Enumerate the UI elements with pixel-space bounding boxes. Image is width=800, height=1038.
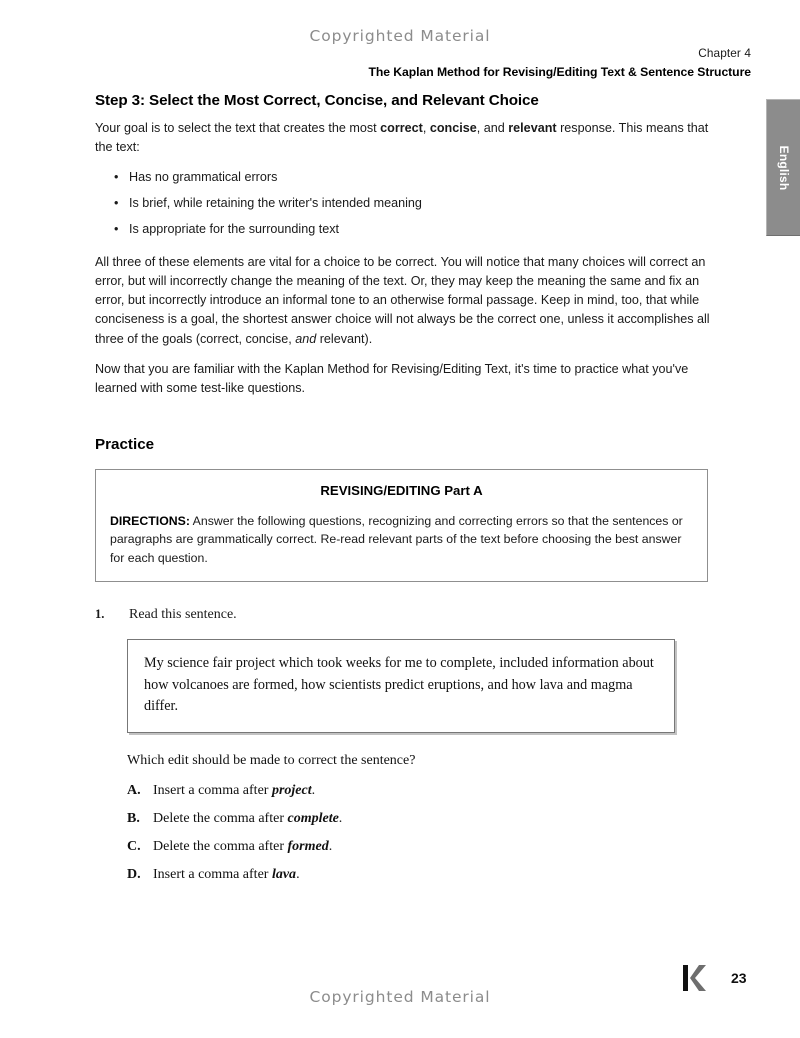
intro-text-suffix: response. This means that the text: <box>95 121 709 155</box>
body-paragraph-2: Now that you are familiar with the Kaplan Method for Revising/Editing Text, it's time to practice what you've learned with some test-like questions. <box>95 361 689 395</box>
answer-choice-letter: C. <box>127 838 141 854</box>
page-number: 23 <box>731 970 747 986</box>
intro-sep-1: , <box>422 121 430 135</box>
answer-choice-a[interactable] <box>127 780 710 801</box>
thumb-tab-label: English <box>777 145 791 190</box>
intro-keyword-concise: concise <box>429 121 477 135</box>
list-item-label: Is appropriate for the surrounding text <box>129 222 340 237</box>
answer-choice-keyword: complete <box>287 810 339 826</box>
intro-keyword-correct: correct <box>380 121 423 135</box>
answer-choice-b[interactable] <box>127 808 710 829</box>
answer-choices <box>95 780 710 885</box>
answer-choice-text-after: . <box>338 810 343 826</box>
running-head <box>368 46 751 80</box>
body-paragraph-1-emphasis: and <box>295 331 317 346</box>
answer-choice-text-after: . <box>328 838 333 854</box>
section-thumb-tab-english[interactable] <box>766 99 800 236</box>
stimulus-box <box>127 639 675 733</box>
list-item <box>95 220 710 239</box>
list-item-label: Is brief, while retaining the writer's intended meaning <box>129 196 422 211</box>
body-paragraph-1 <box>95 253 710 349</box>
body-paragraph-1-part-b: relevant). <box>316 331 373 346</box>
answer-choice-text-before: Insert a comma after <box>153 782 272 798</box>
answer-choice-c[interactable] <box>127 836 710 857</box>
stimulus-sentence: My science fair project which took weeks for me to complete, included information about how volcanoes are formed, how scientists predict eruptions, and how lava and magma differ. <box>144 655 654 715</box>
answer-choice-text-before: Delete the comma after <box>153 810 288 826</box>
bullet-icon: • <box>114 196 119 211</box>
section-heading: Step 3: Select the Most Correct, Concise, and Relevant Choice <box>95 92 539 109</box>
list-item <box>95 194 710 213</box>
practice-heading: Practice <box>95 435 155 453</box>
question-number: 1. <box>95 607 105 622</box>
answer-choice-text-before: Insert a comma after <box>153 866 272 882</box>
directions-box <box>95 469 708 582</box>
answer-choice-keyword: project <box>271 782 312 798</box>
intro-paragraph <box>95 119 710 157</box>
criteria-list <box>95 168 710 239</box>
answer-choice-text-after: . <box>311 782 316 798</box>
bullet-icon: • <box>114 222 119 237</box>
question-stem: Read this sentence. <box>129 607 237 623</box>
answer-choice-d[interactable] <box>127 864 710 885</box>
running-head-title: The Kaplan Method for Revising/Editing Text & Sentence Structure <box>368 64 751 79</box>
directions-label: DIRECTIONS: <box>110 513 190 528</box>
copyright-watermark-top: Copyrighted Material <box>309 27 491 45</box>
list-item-label: Has no grammatical errors <box>129 170 278 185</box>
intro-keyword-relevant: relevant <box>508 121 557 135</box>
question-1 <box>95 607 710 885</box>
answer-choice-text-after: . <box>296 866 300 882</box>
bullet-icon: • <box>114 170 119 185</box>
answer-choice-letter: D. <box>127 866 141 882</box>
running-head-chapter: Chapter 4 <box>698 46 751 60</box>
directions-title: REVISING/EDITING Part A <box>320 482 483 498</box>
list-item <box>95 168 710 187</box>
answer-choice-keyword: lava <box>271 866 297 882</box>
answer-choice-letter: B. <box>127 810 140 826</box>
directions-body <box>110 512 693 567</box>
answer-choice-letter: A. <box>127 782 141 798</box>
intro-sep-2: , and <box>476 121 509 135</box>
answer-choice-text-before: Delete the comma after <box>153 838 288 854</box>
answer-choice-keyword: formed <box>287 838 329 854</box>
intro-text-prefix: Your goal is to select the text that creates the most <box>95 121 381 135</box>
page-content <box>95 92 710 892</box>
directions-text: Answer the following questions, recognizing and correcting errors so that the sentences or paragraphs are grammatically correct. Re-read relevant parts of the text before choosing the best answer for each question. <box>110 513 683 565</box>
copyright-watermark-bottom: Copyrighted Material <box>309 988 491 1006</box>
question-prompt: Which edit should be made to correct the sentence? <box>127 752 416 768</box>
body-paragraph-1-part-a: All three of these elements are vital for a choice to be correct. You will notice that many choices will correct an error, but will incorrectly change the meaning of the text. Or, they may keep the meaning the same and fix an error, but incorrectly introduce an informal tone to an otherwise formal passage. Keep in mind, too, that while conciseness is a goal, the shortest answer choice will not always be the correct one, unless it accomplishes all three of the goals (correct, concise, <box>95 254 710 346</box>
